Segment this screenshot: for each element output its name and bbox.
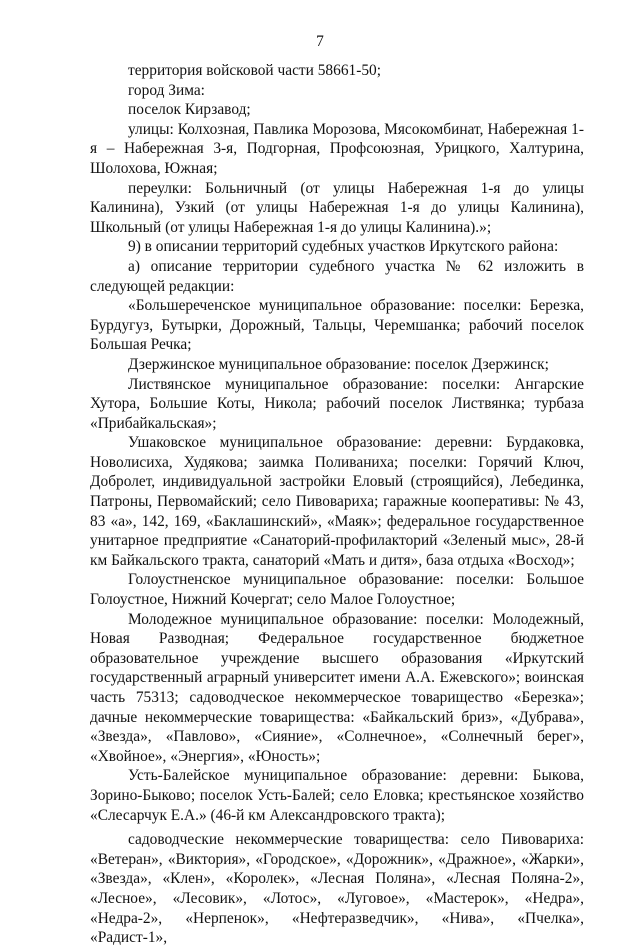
- paragraph: Листвянское муниципальное образование: поселки: Ангарские Хутора, Большие Коты, Никола; рабочий поселок Листвянка; турбаза «Прибайкальская»;: [90, 375, 584, 432]
- paragraph: 9) в описании территорий судебных участков Иркутского района:: [128, 238, 559, 256]
- paragraph: Усть-Балейское муниципальное образование: деревни: Быкова, Зорино-Быково; поселок Усть-Балей; село Еловка; крестьянское хозяйство «Слесарчук Е.А.» (46-й км Александровского тракта);: [90, 767, 584, 824]
- paragraph: Молодежное муниципальное образование: поселки: Молодежный, Новая Разводная; Федеральное государственное бюджетное образовательное учреждение высшего образования «Иркутский государственный аграрный университет имени А.А. Ежевского»; воинская часть 75313; садоводческое некоммерческое товарищество «Березка»; дачные некоммерческие товарищества: «Байкальский бриз», «Дубрава», «Звезда», «Павлово», «Сияние», «Солнечное», «Солнечный берег», «Хвойное», «Энергия», «Юность»;: [90, 610, 584, 765]
- paragraph: Голоустненское муниципальное образование: поселки: Большое Голоустное, Нижний Кочергат; село Малое Голоустное;: [90, 571, 584, 609]
- paragraph: город Зима:: [128, 81, 205, 99]
- paragraph: территория войсковой части 58661-50;: [128, 62, 381, 79]
- paragraph: садоводческие некоммерческие товарищества: село Пивовариха: «Ветеран», «Виктория», «Городское», «Дорожник», «Дражное», «Жарки», «Звезда», «Клен», «Королек», «Лесная Поляна», «Лесная Поляна-2», «Лесное», «Лесовик», «Лотос», «Луговое», «Мастерок», «Недра», «Недра-2», «Нерпенок», «Нефтеразведчик», «Нива», «Пчелка», «Радист-1»,: [90, 831, 584, 947]
- paragraph: а) описание территории судебного участка № 62 изложить в следующей редакции:: [90, 257, 584, 295]
- paragraph: переулки: Больничный (от улицы Набережная 1-я до улицы Калинина), Узкий (от улицы Набережная 1-я до улицы Калинина), Школьный (от улицы Набережная 1-я до улицы Калинина).»;: [90, 179, 584, 236]
- paragraph: поселок Кирзавод;: [128, 101, 251, 119]
- paragraph: улицы: Колхозная, Павлика Морозова, Мясокомбинат, Набережная 1-я – Набережная 3-я, Подгорная, Профсоюзная, Урицкого, Халтурина, Шолохова, Южная;: [90, 120, 584, 177]
- paragraph: Дзержинское муниципальное образование: поселок Дзержинск;: [128, 355, 549, 373]
- document-body: [90, 61, 584, 948]
- paragraph: «Большереченское муниципальное образование: поселки: Березка, Бурдугуз, Бутырки, Дорожный, Тальцы, Черемшанка; рабочий поселок Большая Речка;: [90, 297, 584, 354]
- page-number: 7: [316, 33, 324, 50]
- paragraph: Ушаковское муниципальное образование: деревни: Бурдаковка, Новолисиха, Худякова; заимка Поливаниха; поселки: Горячий Ключ, Добролет, индивидуальной застройки Еловый (строящийся), Лебединка, Патроны, Первомайский; село Пивовариха; гаражные кооперативы: № 43, 83 «а», 142, 169, «Баклашинский», «Маяк»; федеральное государственное унитарное предприятие «Санаторий-профилакторий «Зеленый мыс», 28-й км Байкальского тракта, санаторий «Мать и дитя», база отдыха «Восход»;: [90, 434, 584, 569]
